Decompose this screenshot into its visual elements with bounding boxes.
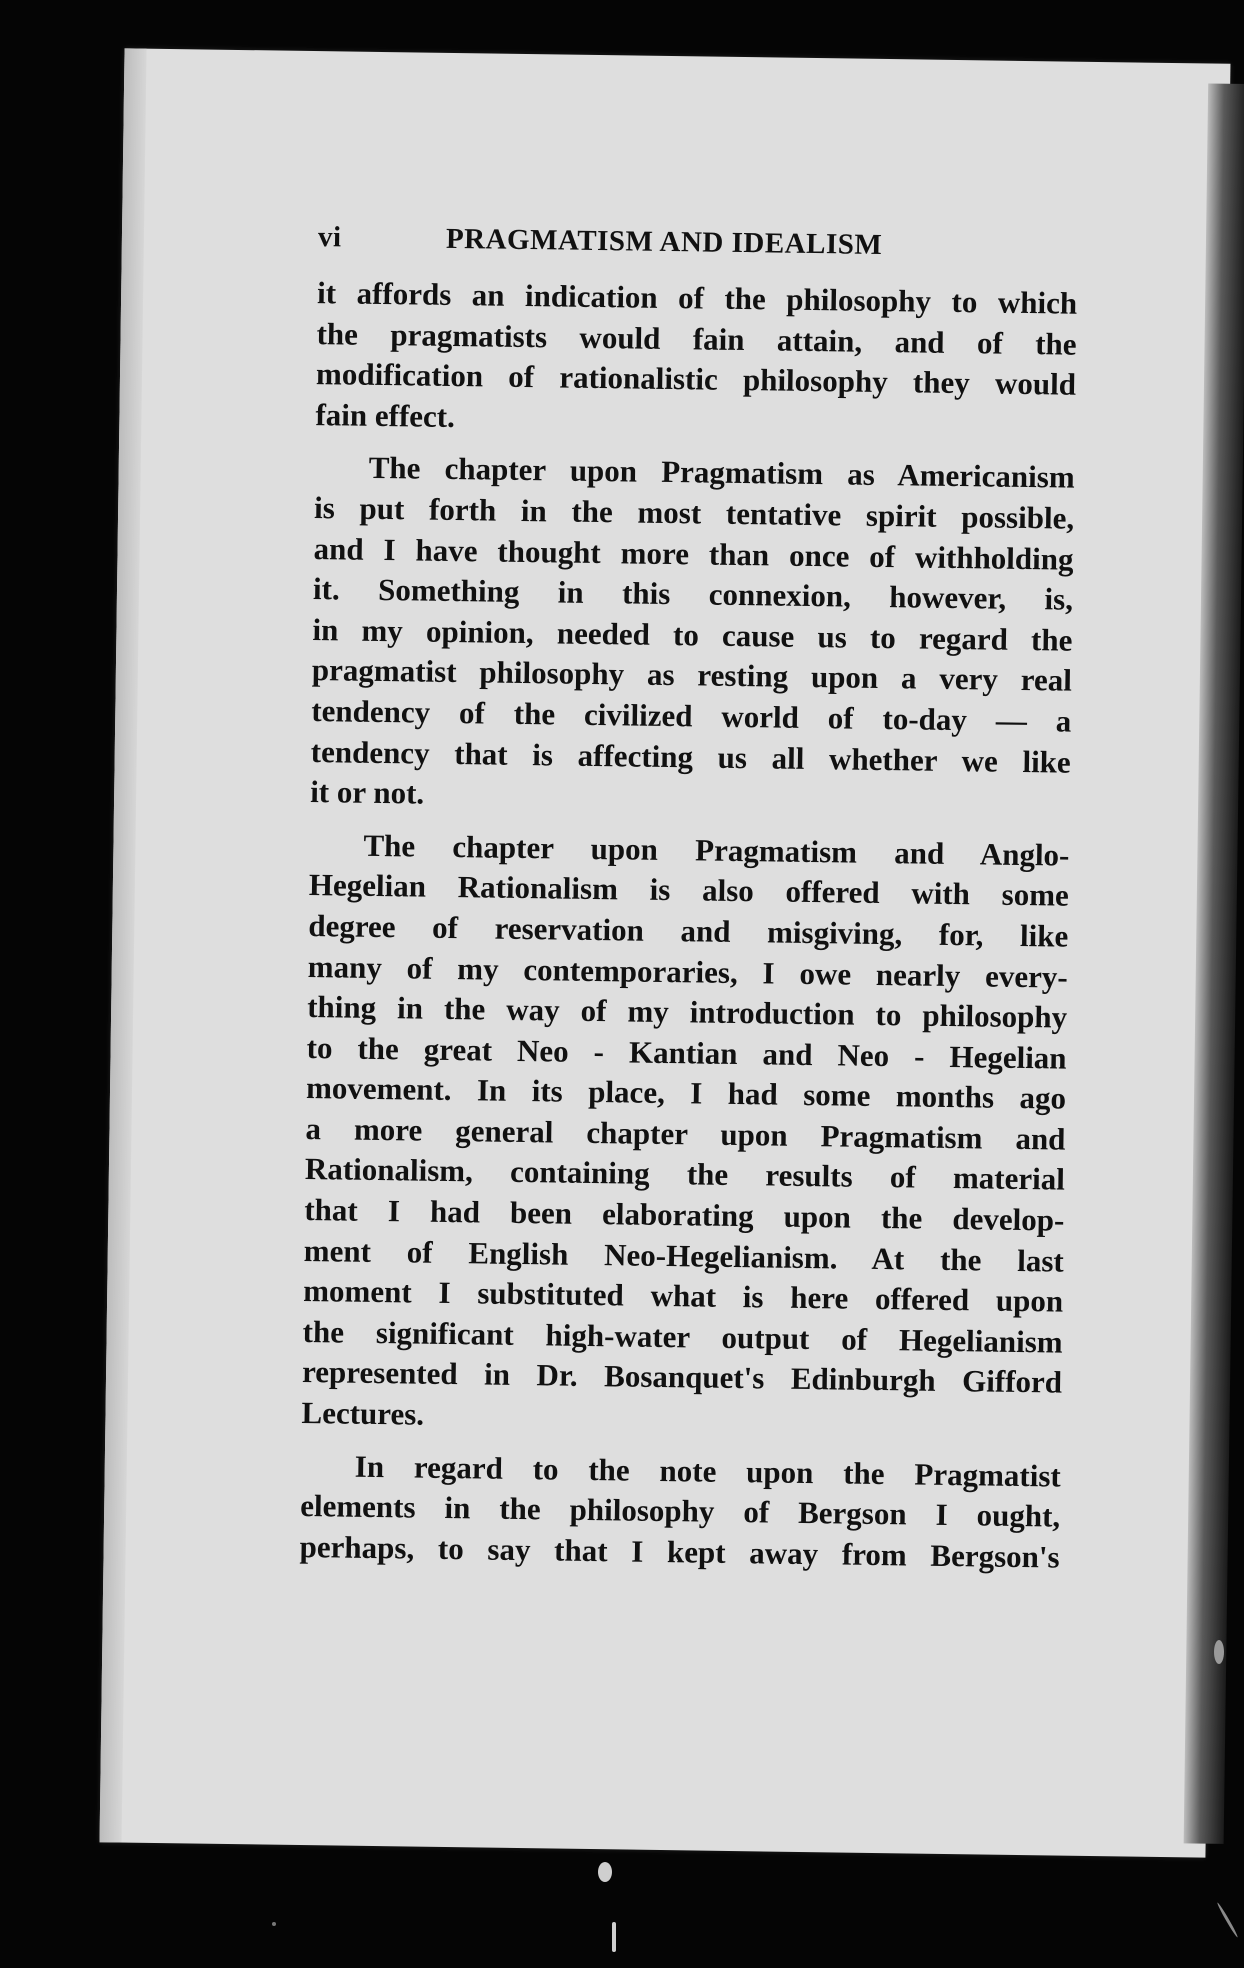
text-line: Lectures. bbox=[301, 1395, 425, 1432]
text-line: represented in Dr. Bosanquet's Edinburgh Gifford bbox=[301, 1354, 1063, 1401]
body-text bbox=[299, 273, 1077, 1578]
text-line: many of my contemporaries, I owe nearly every- bbox=[307, 948, 1068, 995]
text-line: The chapter upon Pragmatism and Anglo- bbox=[363, 827, 1070, 873]
page-number: vi bbox=[317, 221, 342, 254]
text-line: and I have thought more than once of withholding bbox=[313, 530, 1074, 577]
text-line: movement. In its place, I had some months ago bbox=[305, 1070, 1067, 1116]
text-line: perhaps, to say that I kept away from Bergson's bbox=[299, 1528, 1060, 1575]
text-line: tendency of the civilized world of to-day — a bbox=[311, 692, 1072, 739]
text-line: the significant high-water output of Hegelianism bbox=[302, 1313, 1063, 1360]
text-line: it or not. bbox=[309, 774, 425, 811]
text-line: Rationalism, containing the results of material bbox=[304, 1151, 1066, 1198]
text-line: fain effect. bbox=[315, 396, 456, 434]
paragraph bbox=[310, 447, 1075, 823]
text-line: In regard to the note upon the Pragmatist bbox=[354, 1448, 1061, 1494]
paragraph bbox=[315, 273, 1077, 446]
text-line: pragmatist philosophy as resting upon a very real bbox=[311, 652, 1073, 698]
text-line: ment of English Neo-Hegelianism. At the last bbox=[303, 1232, 1064, 1279]
text-line: moment I substituted what is here offered upon bbox=[303, 1273, 1064, 1319]
text-line: a more general chapter upon Pragmatism and bbox=[305, 1110, 1066, 1157]
text-line: degree of reservation and misgiving, for, like bbox=[308, 907, 1069, 954]
text-line: is put forth in the most tentative spirit possible, bbox=[313, 490, 1075, 536]
text-line: in my opinion, needed to cause us to regard the bbox=[312, 611, 1073, 658]
text-line: it. Something in this connexion, however, is, bbox=[312, 571, 1074, 617]
text-line: The chapter upon Pragmatism as Americanism bbox=[368, 450, 1075, 496]
text-line: to the great Neo - Kantian and Neo - Hegelian bbox=[306, 1029, 1067, 1076]
text-line: it affords an indication of the philosophy to which bbox=[316, 275, 1078, 321]
running-head bbox=[318, 221, 1079, 276]
text-line: Hegelian Rationalism is also offered with some bbox=[308, 867, 1070, 913]
book-page bbox=[100, 48, 1231, 1857]
paragraph bbox=[301, 825, 1069, 1444]
text-line: the pragmatists would fain attain, and of the bbox=[316, 315, 1077, 362]
text-line: thing in the way of my introduction to philosophy bbox=[306, 989, 1068, 1035]
text-line: that I had been elaborating upon the develop- bbox=[304, 1192, 1065, 1238]
text-line: tendency that is affecting us all whether we like bbox=[310, 733, 1071, 780]
running-title: PRAGMATISM AND IDEALISM bbox=[445, 222, 883, 261]
paragraph bbox=[299, 1446, 1061, 1578]
text-line: elements in the philosophy of Bergson I ought, bbox=[300, 1488, 1061, 1534]
text-line: modification of rationalistic philosophy they would bbox=[315, 356, 1077, 402]
